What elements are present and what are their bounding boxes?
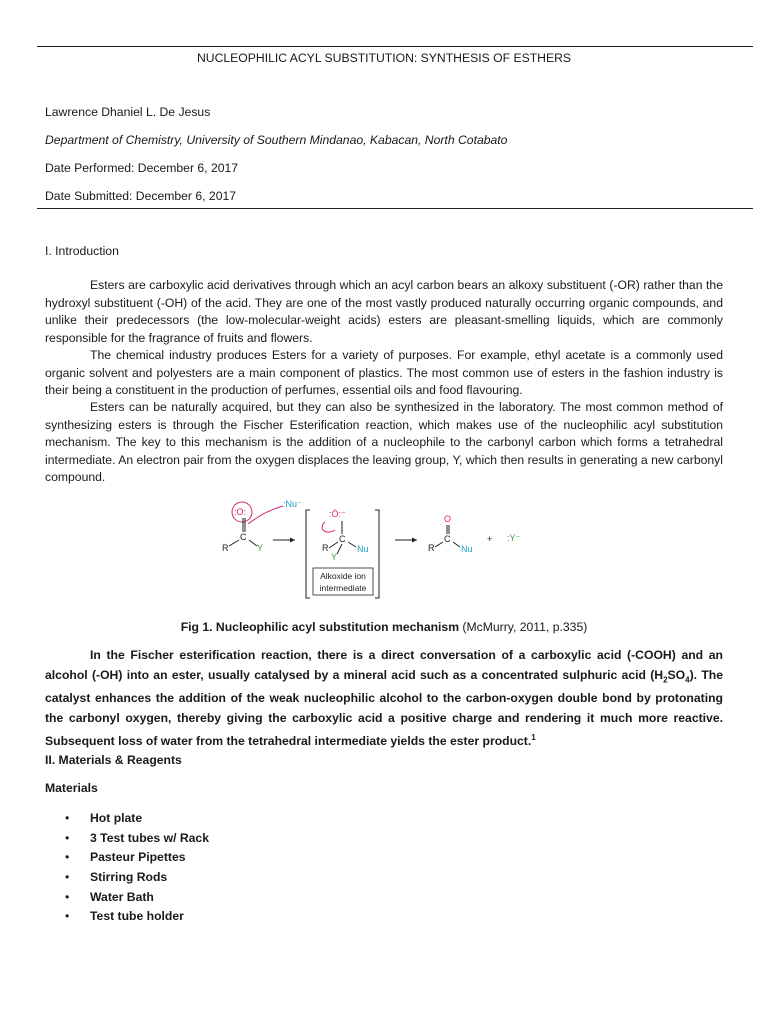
intermediate-label-line1: Alkoxide ion [320,571,366,581]
bullet-icon: • [65,889,70,904]
figure-caption-citation: (McMurry, 2011, p.335) [459,620,588,634]
section-heading-introduction: I. Introduction [45,244,119,258]
nu-label-2: Nu [357,544,369,554]
list-item [45,829,209,849]
date-performed: Date Performed: December 6, 2017 [45,161,239,175]
fischer-paragraph [45,646,723,752]
affiliation: Department of Chemistry, University of Southern Mindanao, Kabacan, North Cotabato [45,133,508,147]
bullet-icon: • [65,909,70,924]
oxygen-label-3: O [444,514,452,524]
bullet-icon: • [65,850,70,865]
cr-bond-1 [229,540,239,546]
carbon-label-1: C [240,532,247,542]
bullet-icon: • [65,811,70,825]
material-name: 3 Test tubes w/ Rack [90,830,209,845]
subheading-materials: Materials [45,781,98,795]
h2so4-subscript-4: 4 [685,674,690,684]
cy-bond-2 [337,544,342,554]
material-name: Test tube holder [90,909,184,924]
oxygen-minus-label: :Ö:⁻ [329,509,346,519]
list-item [45,868,209,888]
intro-paragraph-1 [45,277,723,347]
intro-paragraph-3-text: Esters can be naturally acquired, but they can also be synthesized in the laboratory. The most common method of synthesizing esters is through the Fischer Esterification reaction, which makes use of the nucleophilic acyl substitution mechanism. The key to this mechanism is the addition of a nucleophile to the carbonyl carbon which forms a tetrahedral intermediate. An electron pair from the oxygen displaces the leaving group, Y, which then results in generating a new carbonyl compound. [45,400,723,484]
date-submitted: Date Submitted: December 6, 2017 [45,189,237,203]
h2so4-so: SO [667,667,686,682]
r-label-1: R [222,543,229,553]
mechanism-figure [215,494,545,606]
fischer-footnote-ref: 1 [531,733,536,743]
carbon-label-2: C [339,534,346,544]
material-name: Stirring Rods [90,870,168,885]
left-bracket [306,510,310,598]
r-label-3: R [428,543,435,553]
cnu-bond-3 [453,542,460,547]
fischer-paragraph-text-end: ). The catalyst enhances the addition of the weak nucleophilic alcohol to the carbon-oxygen double bond by protonating the carbonyl oxygen, thereby giving the carboxylic acid a positive charge and rendering it much more reactive. Subsequent loss of water from the tetrahedral intermediate yields the ester product. [45,667,723,749]
r-label-2: R [322,543,329,553]
reaction-arrowhead-2 [412,538,417,543]
cy-bond-1 [249,540,257,546]
intro-paragraph-3 [45,399,723,487]
reaction-arrowhead-1 [290,538,295,543]
y-label-2: Y [331,552,338,562]
list-item [45,848,209,868]
h2so4-subscript-2: 2 [663,674,668,684]
intro-paragraph-1-text: Esters are carboxylic acid derivatives through which an acyl carbon bears an alkoxy substituent (-OR) rather than the hydroxyl substituent (-OH) of the acid. They are one of the most vastly produced naturally occurring organic compounds, and unlike their predecessors (the low-molecular-weight acids) esters are pleasant-smelling liquids, which are commonly responsible for the fragrance of fruits and flowers. [45,278,723,345]
bullet-icon: • [65,830,70,845]
list-item [45,907,209,927]
paper-title: NUCLEOPHILIC ACYL SUBSTITUTION: SYNTHESIS OF ESTHERS [196,51,572,65]
intro-paragraph-2-text: The chemical industry produces Esters for a variety of purposes. For example, ethyl acetate is a commonly used organic solvent and polyesters are a main component of plastics. The most common use of esters in the fashion industry is their being a constituent in the production of perfumes, essential oils and food flavouring. [45,348,723,397]
nu-label-3: Nu [461,544,473,554]
right-bracket [375,510,379,598]
carbon-label-3: C [444,534,451,544]
figure-caption-bold: Fig 1. Nucleophilic acyl substitution mechanism [180,620,460,634]
intermediate-arrow [322,522,335,532]
header-bottom-rule [37,208,753,209]
list-item [45,888,209,908]
list-item [45,809,209,829]
cnu-bond-2 [348,542,356,547]
material-name: Water Bath [90,889,154,904]
bullet-icon: • [65,870,70,885]
cr-bond-3 [435,542,443,547]
cr-bond-2 [329,542,338,548]
nucleophile-label: :Nu⁻ [283,499,302,509]
plus-sign: + [487,534,493,544]
leaving-group-label: :Y⁻ [507,533,521,543]
author-name: Lawrence Dhaniel L. De Jesus [45,105,211,119]
materials-list [45,809,209,927]
y-label-1: Y [257,543,264,553]
material-name: Hot plate [90,811,143,825]
oxygen-label-1: :O: [234,507,247,517]
figure-caption [0,620,768,634]
intermediate-label-line2: intermediate [319,583,367,593]
fischer-paragraph-text-start: In the Fischer esterification reaction, there is a direct conversation of a carboxylic acid (-COOH) and an alcohol (-OH) into an ester, usually catalysed by a mineral acid such as a concentrated sulphuric acid (H [45,648,723,682]
material-name: Pasteur Pipettes [90,850,186,865]
section-heading-materials-reagents: II. Materials & Reagents [45,753,182,767]
top-rule [37,46,753,47]
intro-paragraph-2 [45,347,723,400]
nucleophile-attack-arrow [248,506,283,524]
